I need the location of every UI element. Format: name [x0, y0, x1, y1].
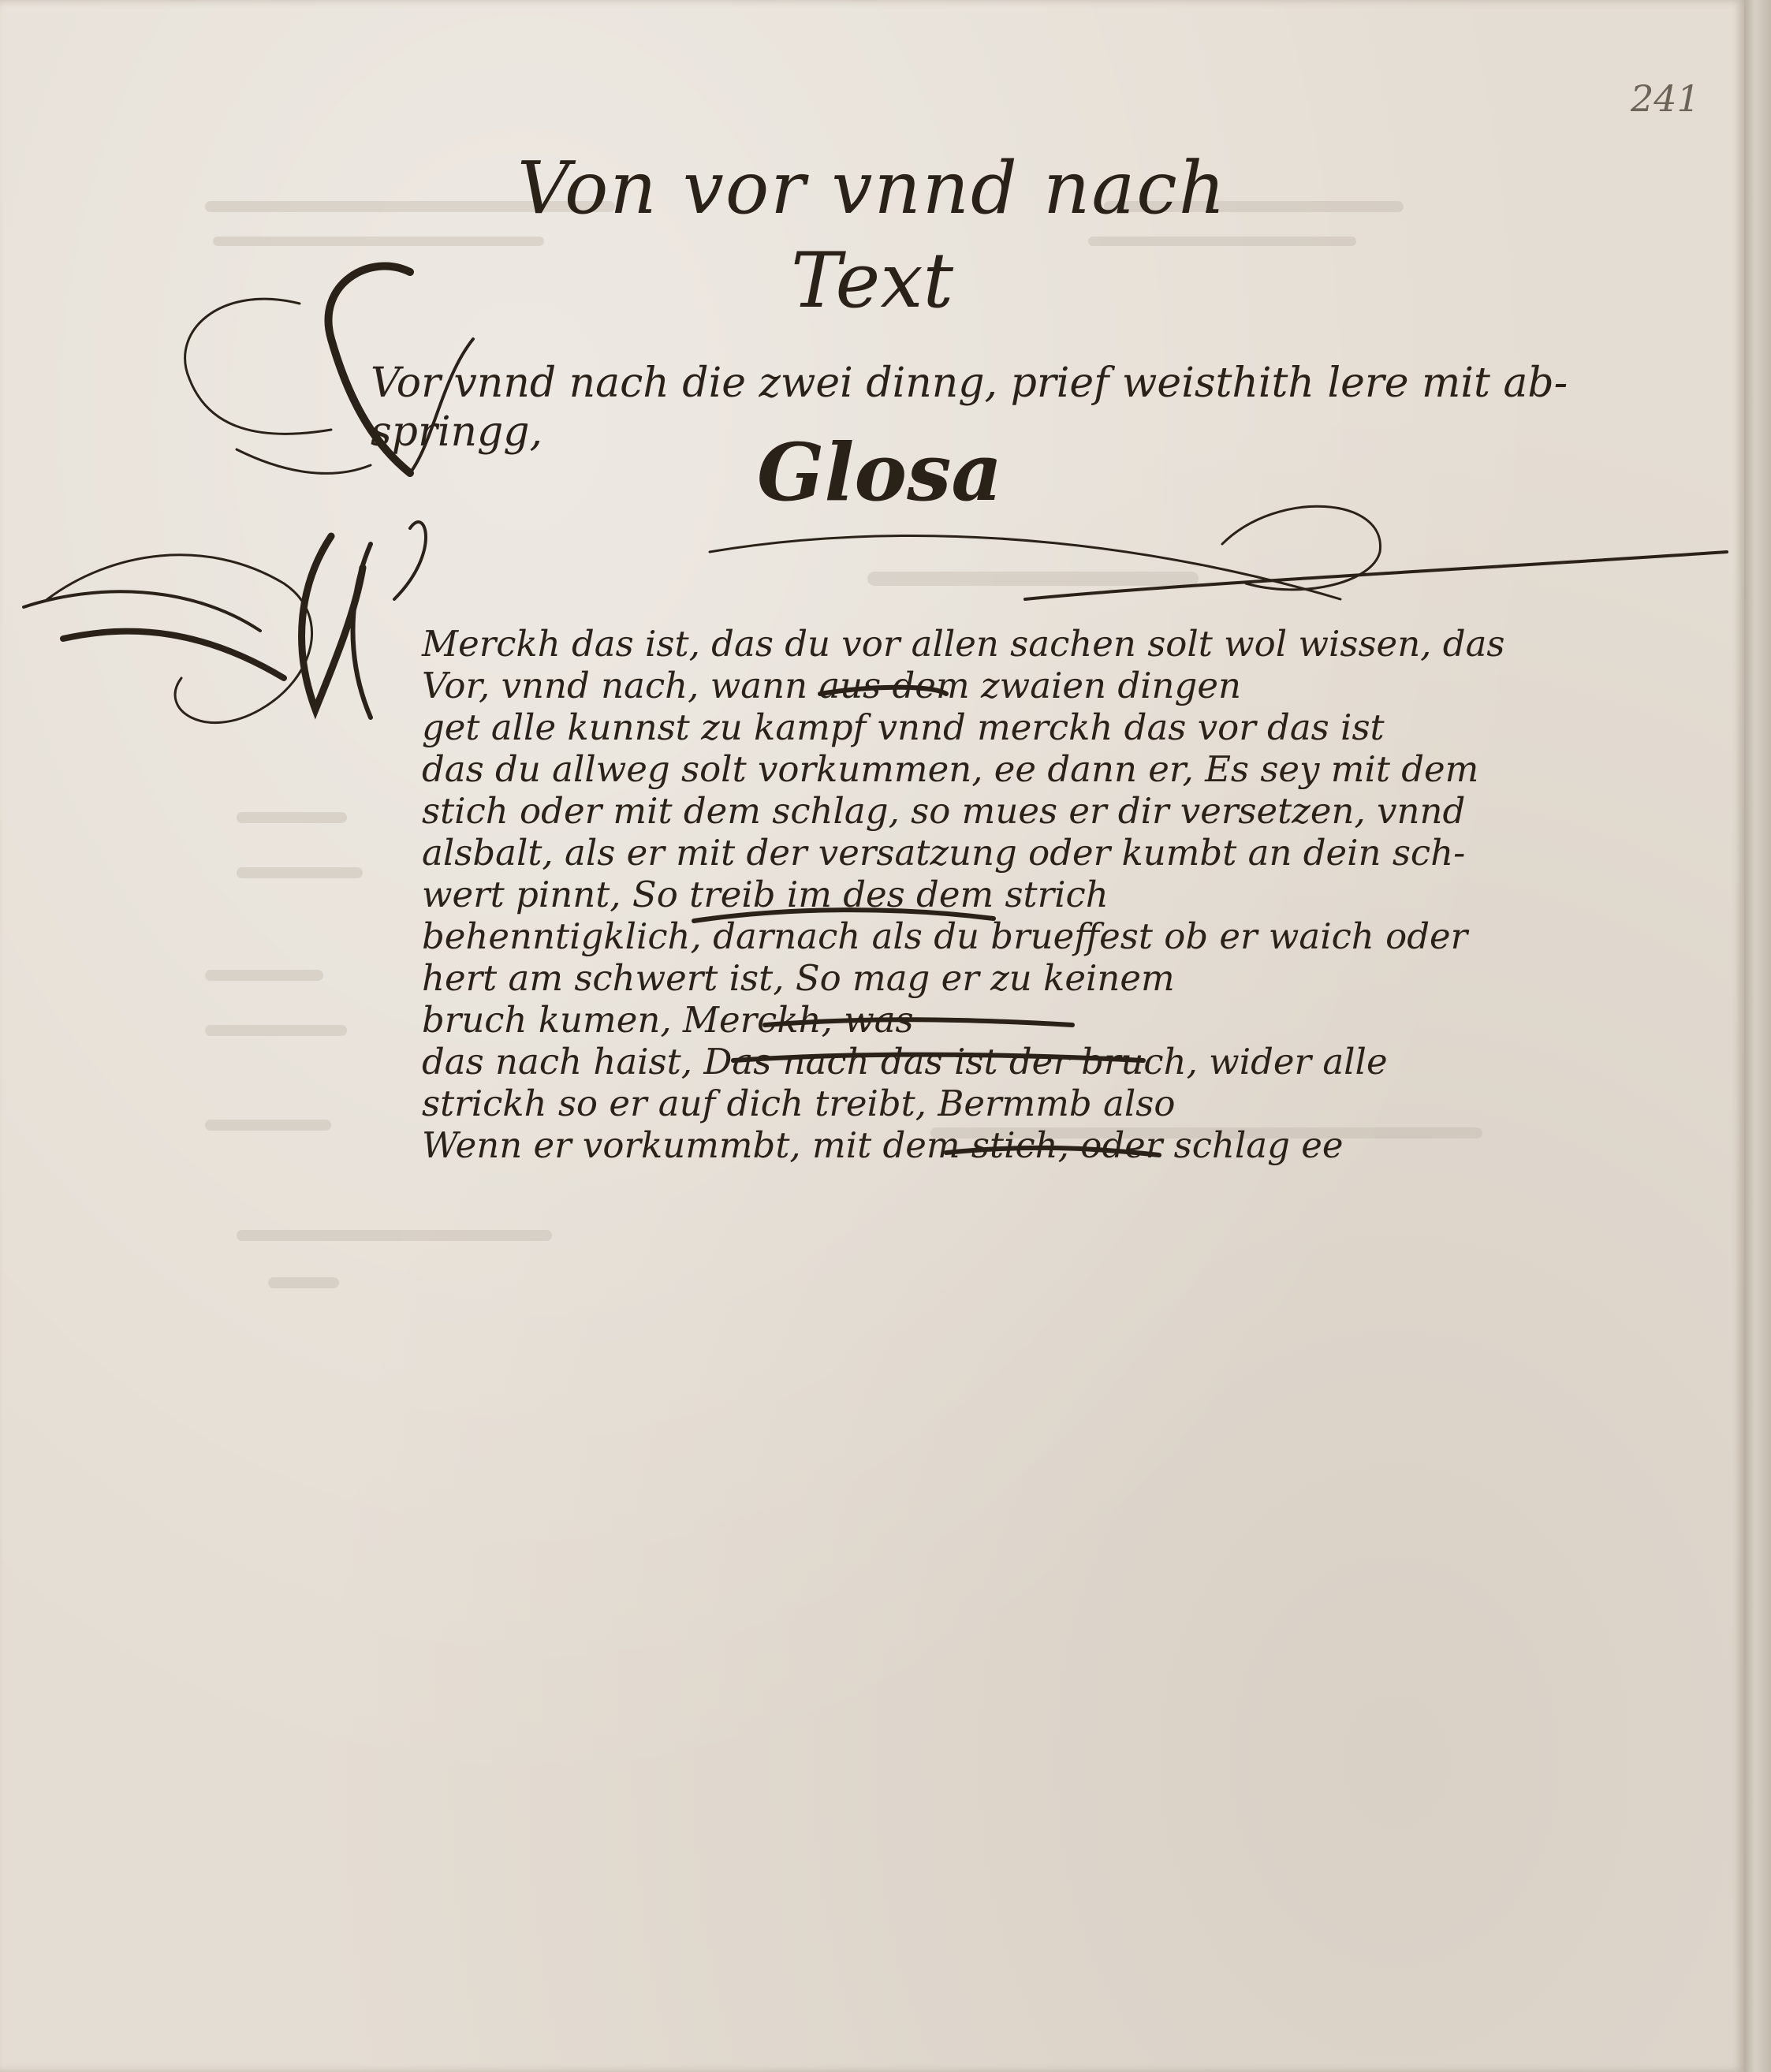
gloss-line: das nach haist, Das nach das ist der bruch, wider alle: [422, 1041, 1388, 1083]
verse-line: Vor vnnd nach die zwei dinng, prief weisthith lere mit ab-: [371, 360, 1568, 407]
gloss-line: das du allweg solt vorkummen, ee dann er, Es sey mit dem: [422, 748, 1479, 790]
gloss-line: Wenn er vorkummbt, mit dem stich, oder schlag ee: [422, 1124, 1344, 1166]
gloss-line: behenntigklich, darnach als du brueffest ob er waich oder: [422, 915, 1468, 957]
gloss-line: stich oder mit dem schlag, so mues er dir versetzen, vnnd: [422, 790, 1466, 832]
page-heading: Von vor vnnd nach: [517, 146, 1227, 230]
verse-line: springg,: [371, 408, 543, 456]
gloss-line: alsbalt, als er mit der versatzung oder kumbt an dein sch-: [422, 832, 1466, 874]
gloss-line: wert pinnt, So treib im des dem strich: [422, 874, 1109, 915]
gloss-line: Merckh das ist, das du vor allen sachen solt wol wissen, das: [422, 623, 1505, 665]
gloss-line: Vor, vnnd nach, wann aus dem zwaien dingen: [422, 665, 1241, 706]
gloss-title: Glosa: [757, 426, 1003, 519]
gloss-text: [422, 623, 1505, 1166]
gloss-line: get alle kunnst zu kampf vnnd merckh das vor das ist: [422, 706, 1385, 748]
page-edge: [1744, 0, 1771, 2072]
folio-number: 241: [1631, 77, 1700, 120]
gloss-line: bruch kumen, Merckh, was: [422, 999, 914, 1041]
gloss-line: hert am schwert ist, So mag er zu keinem: [422, 957, 1175, 999]
gloss-line: strickh so er auf dich treibt, Bermmb also: [422, 1083, 1176, 1124]
section-label-text: Text: [790, 237, 954, 325]
